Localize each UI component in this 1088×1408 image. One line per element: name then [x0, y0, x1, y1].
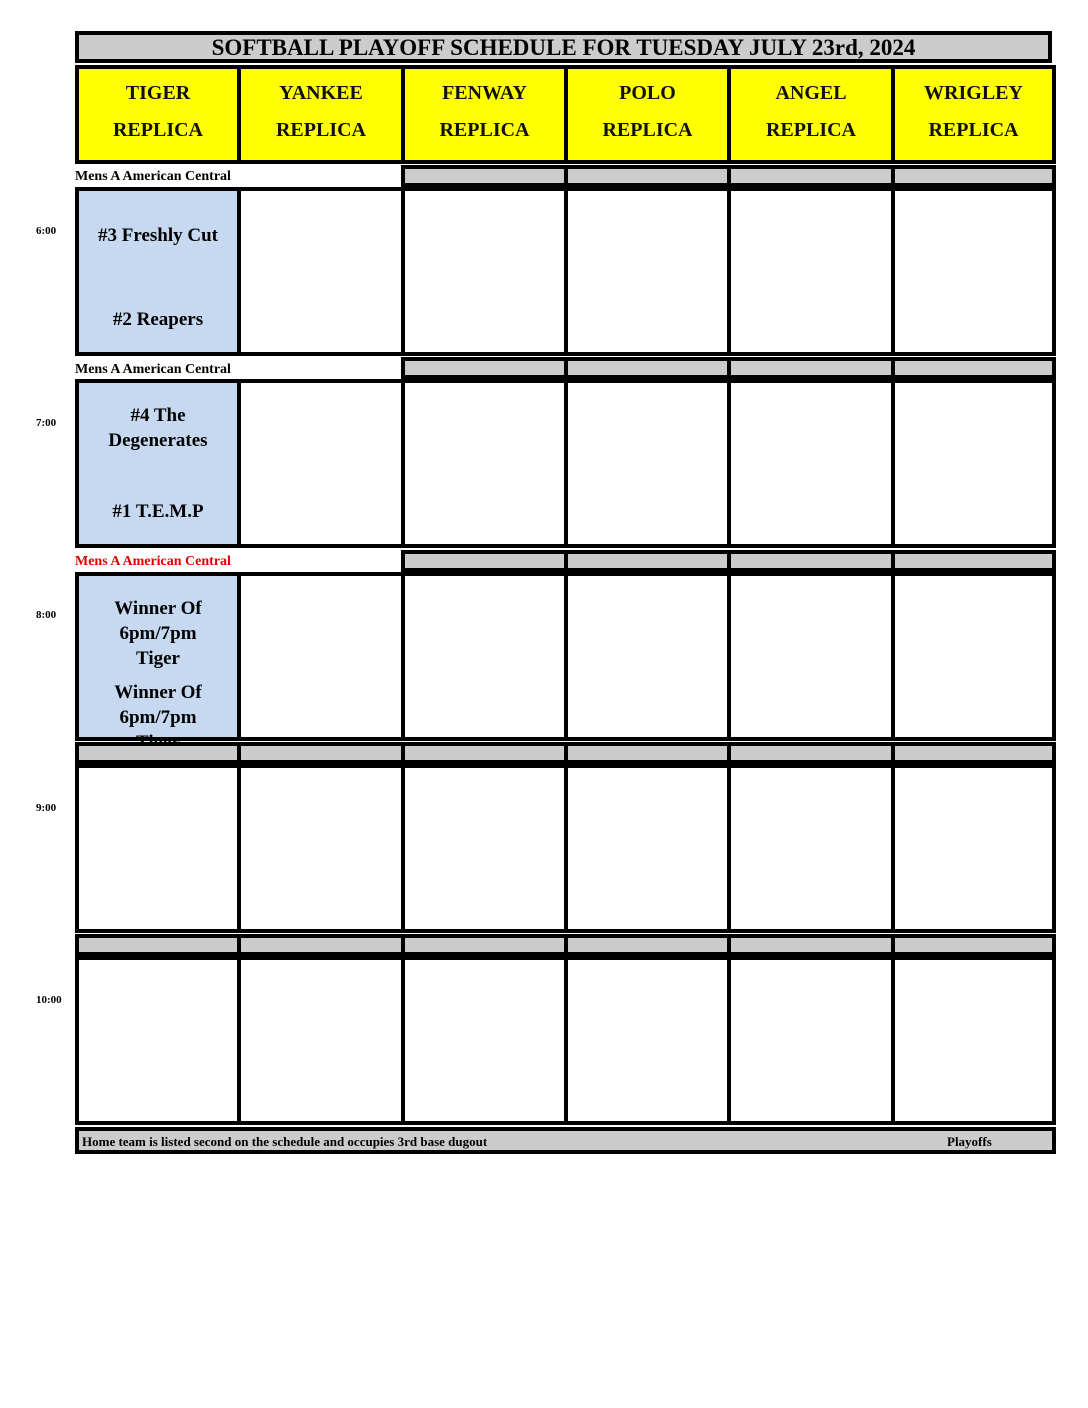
empty-cell: [237, 572, 405, 741]
home-team: #1 T.E.M.P: [112, 501, 204, 522]
home-team: #2 Reapers: [112, 309, 204, 330]
empty-cell: [237, 379, 405, 548]
division-strip: [891, 742, 1056, 764]
time-label: 9:00: [36, 802, 57, 814]
empty-cell: [564, 956, 731, 1125]
division-label: Mens A American Central: [75, 554, 231, 569]
time-label: 7:00: [36, 417, 57, 429]
division-strip: [891, 165, 1056, 187]
footer-bar: [75, 1127, 1056, 1154]
division-strip: [564, 742, 731, 764]
field-subtitle: REPLICA: [928, 119, 1019, 141]
empty-cell: [727, 956, 895, 1125]
empty-cell: [401, 572, 568, 741]
division-strip: [401, 550, 568, 572]
empty-cell: [75, 764, 241, 933]
field-name: FENWAY: [442, 82, 527, 104]
division-strip: [727, 742, 895, 764]
empty-cell: [401, 379, 568, 548]
game-cell[interactable]: [75, 187, 241, 356]
page-title: SOFTBALL PLAYOFF SCHEDULE FOR TUESDAY JULY 23rd, 2024: [75, 31, 1052, 63]
away-team: #4 The Degenerates: [108, 405, 208, 451]
field-header-fenway: [401, 65, 568, 164]
division-strip: [727, 934, 895, 956]
away-team: Winner Of 6pm/7pm Tiger: [114, 598, 202, 669]
empty-cell: [75, 956, 241, 1125]
division-strip: [891, 357, 1056, 379]
empty-cell: [891, 956, 1056, 1125]
empty-cell: [401, 956, 568, 1125]
empty-cell: [891, 572, 1056, 741]
division-strip: [564, 550, 731, 572]
field-header-tiger: [75, 65, 241, 164]
division-strip: [891, 934, 1056, 956]
field-name: POLO: [619, 82, 676, 104]
time-label: 6:00: [36, 225, 57, 237]
empty-cell: [891, 187, 1056, 356]
division-strip: [75, 742, 241, 764]
field-header-wrigley: [891, 65, 1056, 164]
division-strip: [564, 934, 731, 956]
empty-cell: [237, 956, 405, 1125]
division-strip: [564, 165, 731, 187]
empty-cell: [727, 572, 895, 741]
field-header-polo: [564, 65, 731, 164]
empty-cell: [564, 187, 731, 356]
time-label: 10:00: [36, 994, 62, 1006]
empty-cell: [727, 764, 895, 933]
division-strip: [237, 742, 405, 764]
division-strip: [401, 742, 568, 764]
empty-cell: [237, 764, 405, 933]
division-label: Mens A American Central: [75, 169, 231, 184]
field-name: TIGER: [125, 82, 191, 104]
field-subtitle: REPLICA: [275, 119, 366, 141]
empty-cell: [891, 379, 1056, 548]
empty-cell: [237, 187, 405, 356]
empty-cell: [727, 187, 895, 356]
division-strip: [401, 934, 568, 956]
footer-note: Home team is listed second on the schedule and occupies 3rd base dugout: [82, 1134, 488, 1149]
empty-cell: [564, 379, 731, 548]
empty-cell: [727, 379, 895, 548]
home-team: Winner Of 6pm/7pm: [114, 682, 202, 728]
empty-cell: [891, 764, 1056, 933]
game-cell[interactable]: [75, 572, 241, 741]
division-strip: [727, 357, 895, 379]
away-team: #3 Freshly Cut: [98, 225, 218, 246]
field-subtitle: REPLICA: [112, 119, 203, 141]
division-strip: [891, 550, 1056, 572]
division-strip: [401, 357, 568, 379]
division-strip: [727, 550, 895, 572]
division-strip: [564, 357, 731, 379]
field-subtitle: REPLICA: [439, 119, 530, 141]
field-subtitle: REPLICA: [765, 119, 856, 141]
division-strip: [75, 934, 241, 956]
empty-cell: [401, 187, 568, 356]
division-label: Mens A American Central: [75, 362, 231, 377]
time-label: 8:00: [36, 609, 57, 621]
empty-cell: [564, 764, 731, 933]
field-subtitle: REPLICA: [602, 119, 693, 141]
division-strip: [401, 165, 568, 187]
division-strip: [727, 165, 895, 187]
field-name: WRIGLEY: [924, 82, 1023, 104]
field-name: YANKEE: [279, 82, 363, 104]
empty-cell: [564, 572, 731, 741]
field-header-angel: [727, 65, 895, 164]
footer-tag: Playoffs: [947, 1134, 992, 1149]
empty-cell: [401, 764, 568, 933]
division-strip: [237, 934, 405, 956]
field-header-yankee: [237, 65, 405, 164]
game-cell[interactable]: [75, 379, 241, 548]
field-name: ANGEL: [775, 82, 847, 104]
